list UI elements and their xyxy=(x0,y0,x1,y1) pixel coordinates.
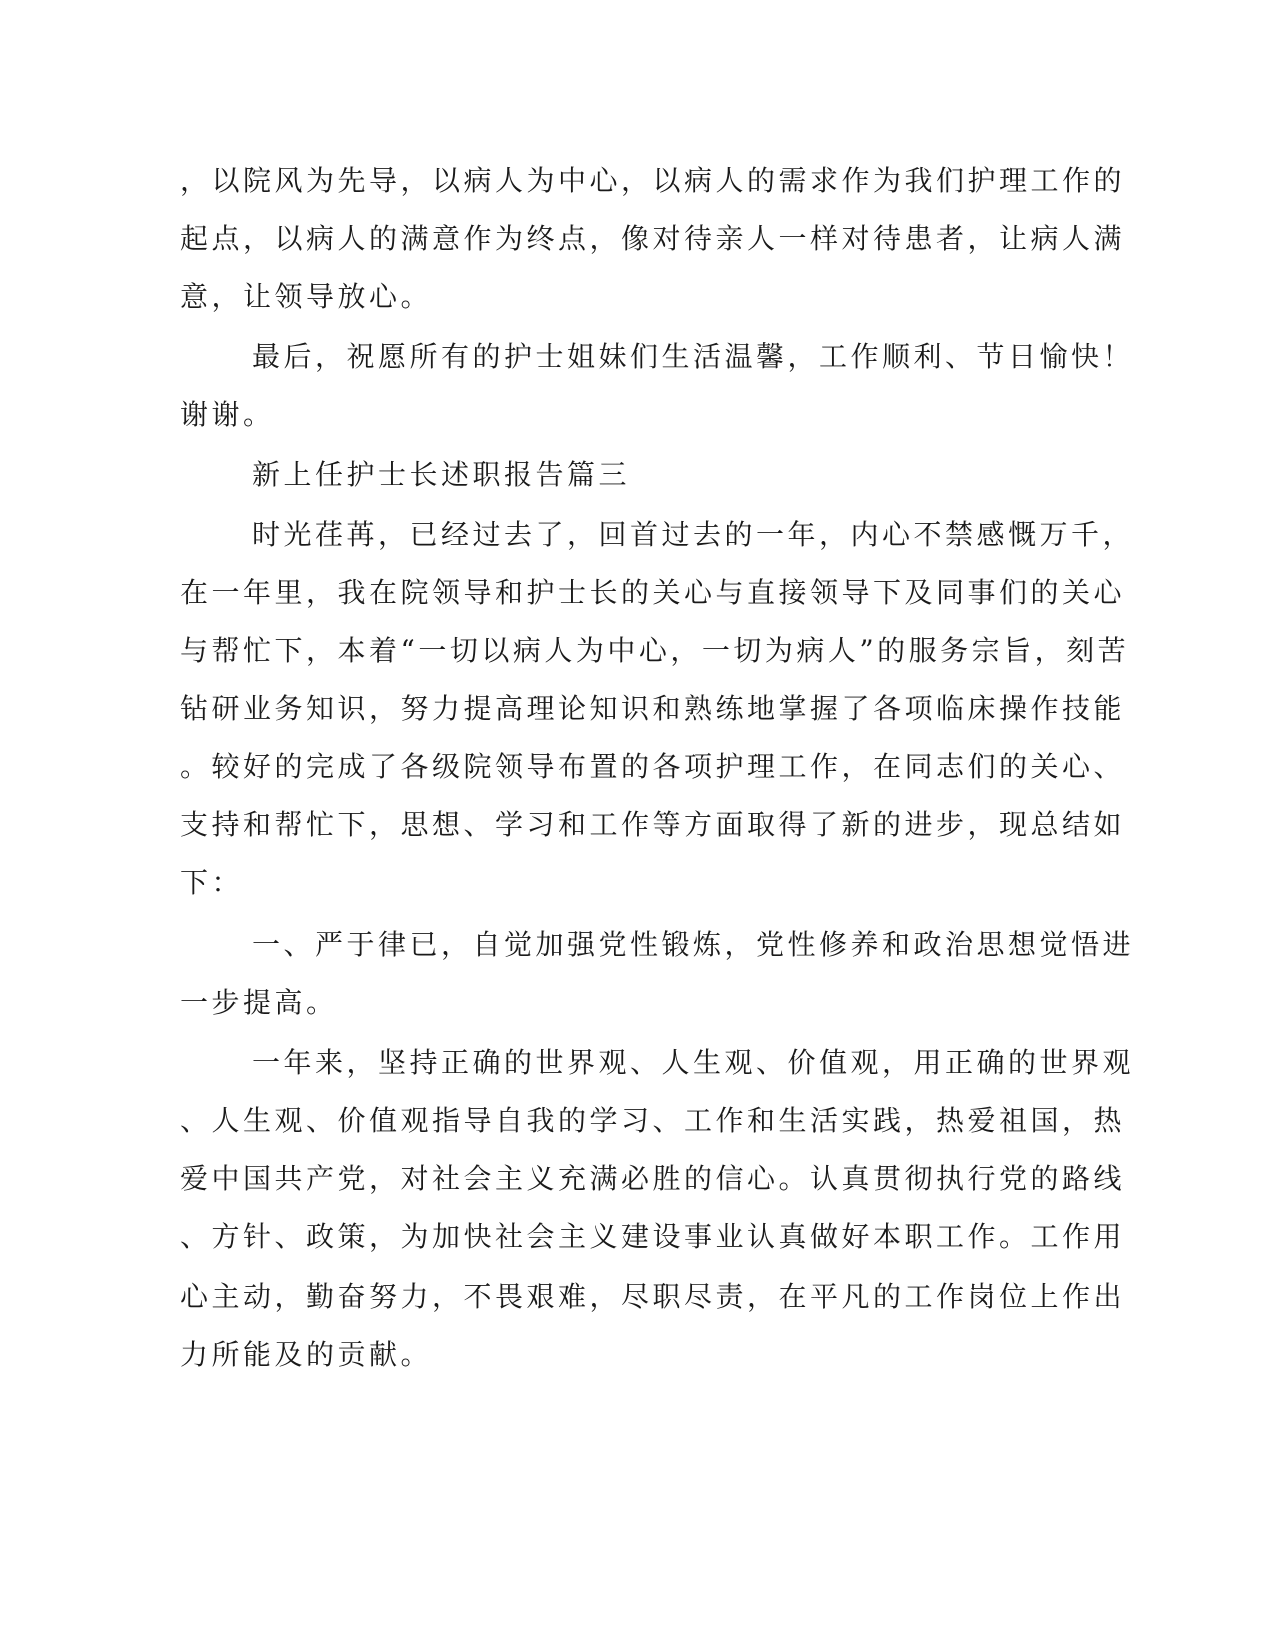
text-line: 起点，以病人的满意作为终点，像对待亲人一样对待患者，让病人满 xyxy=(180,222,1126,255)
text-line: 在一年里，我在院领导和护士长的关心与直接领导下及同事们的关心 xyxy=(180,576,1126,609)
text-line: 爱中国共产党，对社会主义充满必胜的信心。认真贯彻执行党的路线 xyxy=(180,1162,1126,1195)
text-line: 与帮忙下，本着“一切以病人为中心，一切为病人”的服务宗旨，刻苦 xyxy=(180,634,1130,667)
paragraph-start-line: 最后，祝愿所有的护士姐妹们生活温馨，工作顺利、节日愉快！ xyxy=(252,340,1135,373)
text-line: 钻研业务知识，努力提高理论知识和熟练地掌握了各项临床操作技能 xyxy=(180,692,1126,725)
text-line: 下： xyxy=(180,866,244,899)
text-line: ，以院风为先导，以病人为中心，以病人的需求作为我们护理工作的 xyxy=(180,164,1126,197)
text-line: 。较好的完成了各级院领导布置的各项护理工作，在同志们的关心、 xyxy=(180,750,1126,783)
paragraph-start-line: 一年来，坚持正确的世界观、人生观、价值观，用正确的世界观 xyxy=(252,1046,1135,1079)
text-line: 心主动，勤奋努力，不畏艰难，尽职尽责，在平凡的工作岗位上作出 xyxy=(180,1280,1126,1313)
text-line: 力所能及的贡献。 xyxy=(180,1338,433,1371)
text-line: 一步提高。 xyxy=(180,986,338,1019)
text-line: 、方针、政策，为加快社会主义建设事业认真做好本职工作。工作用 xyxy=(180,1220,1126,1253)
paragraph-start-line: 时光荏苒，已经过去了，回首过去的一年，内心不禁感慨万千， xyxy=(252,518,1135,551)
text-line: 、人生观、价值观指导自我的学习、工作和生活实践，热爱祖国，热 xyxy=(180,1104,1126,1137)
paragraph-start-line: 一、严于律已，自觉加强党性锻炼，党性修养和政治思想觉悟进 xyxy=(252,928,1135,961)
text-line: 支持和帮忙下，思想、学习和工作等方面取得了新的进步，现总结如 xyxy=(180,808,1126,841)
text-line: 意，让领导放心。 xyxy=(180,280,433,313)
section-heading: 新上任护士长述职报告篇三 xyxy=(252,458,631,491)
text-line: 谢谢。 xyxy=(180,398,275,431)
